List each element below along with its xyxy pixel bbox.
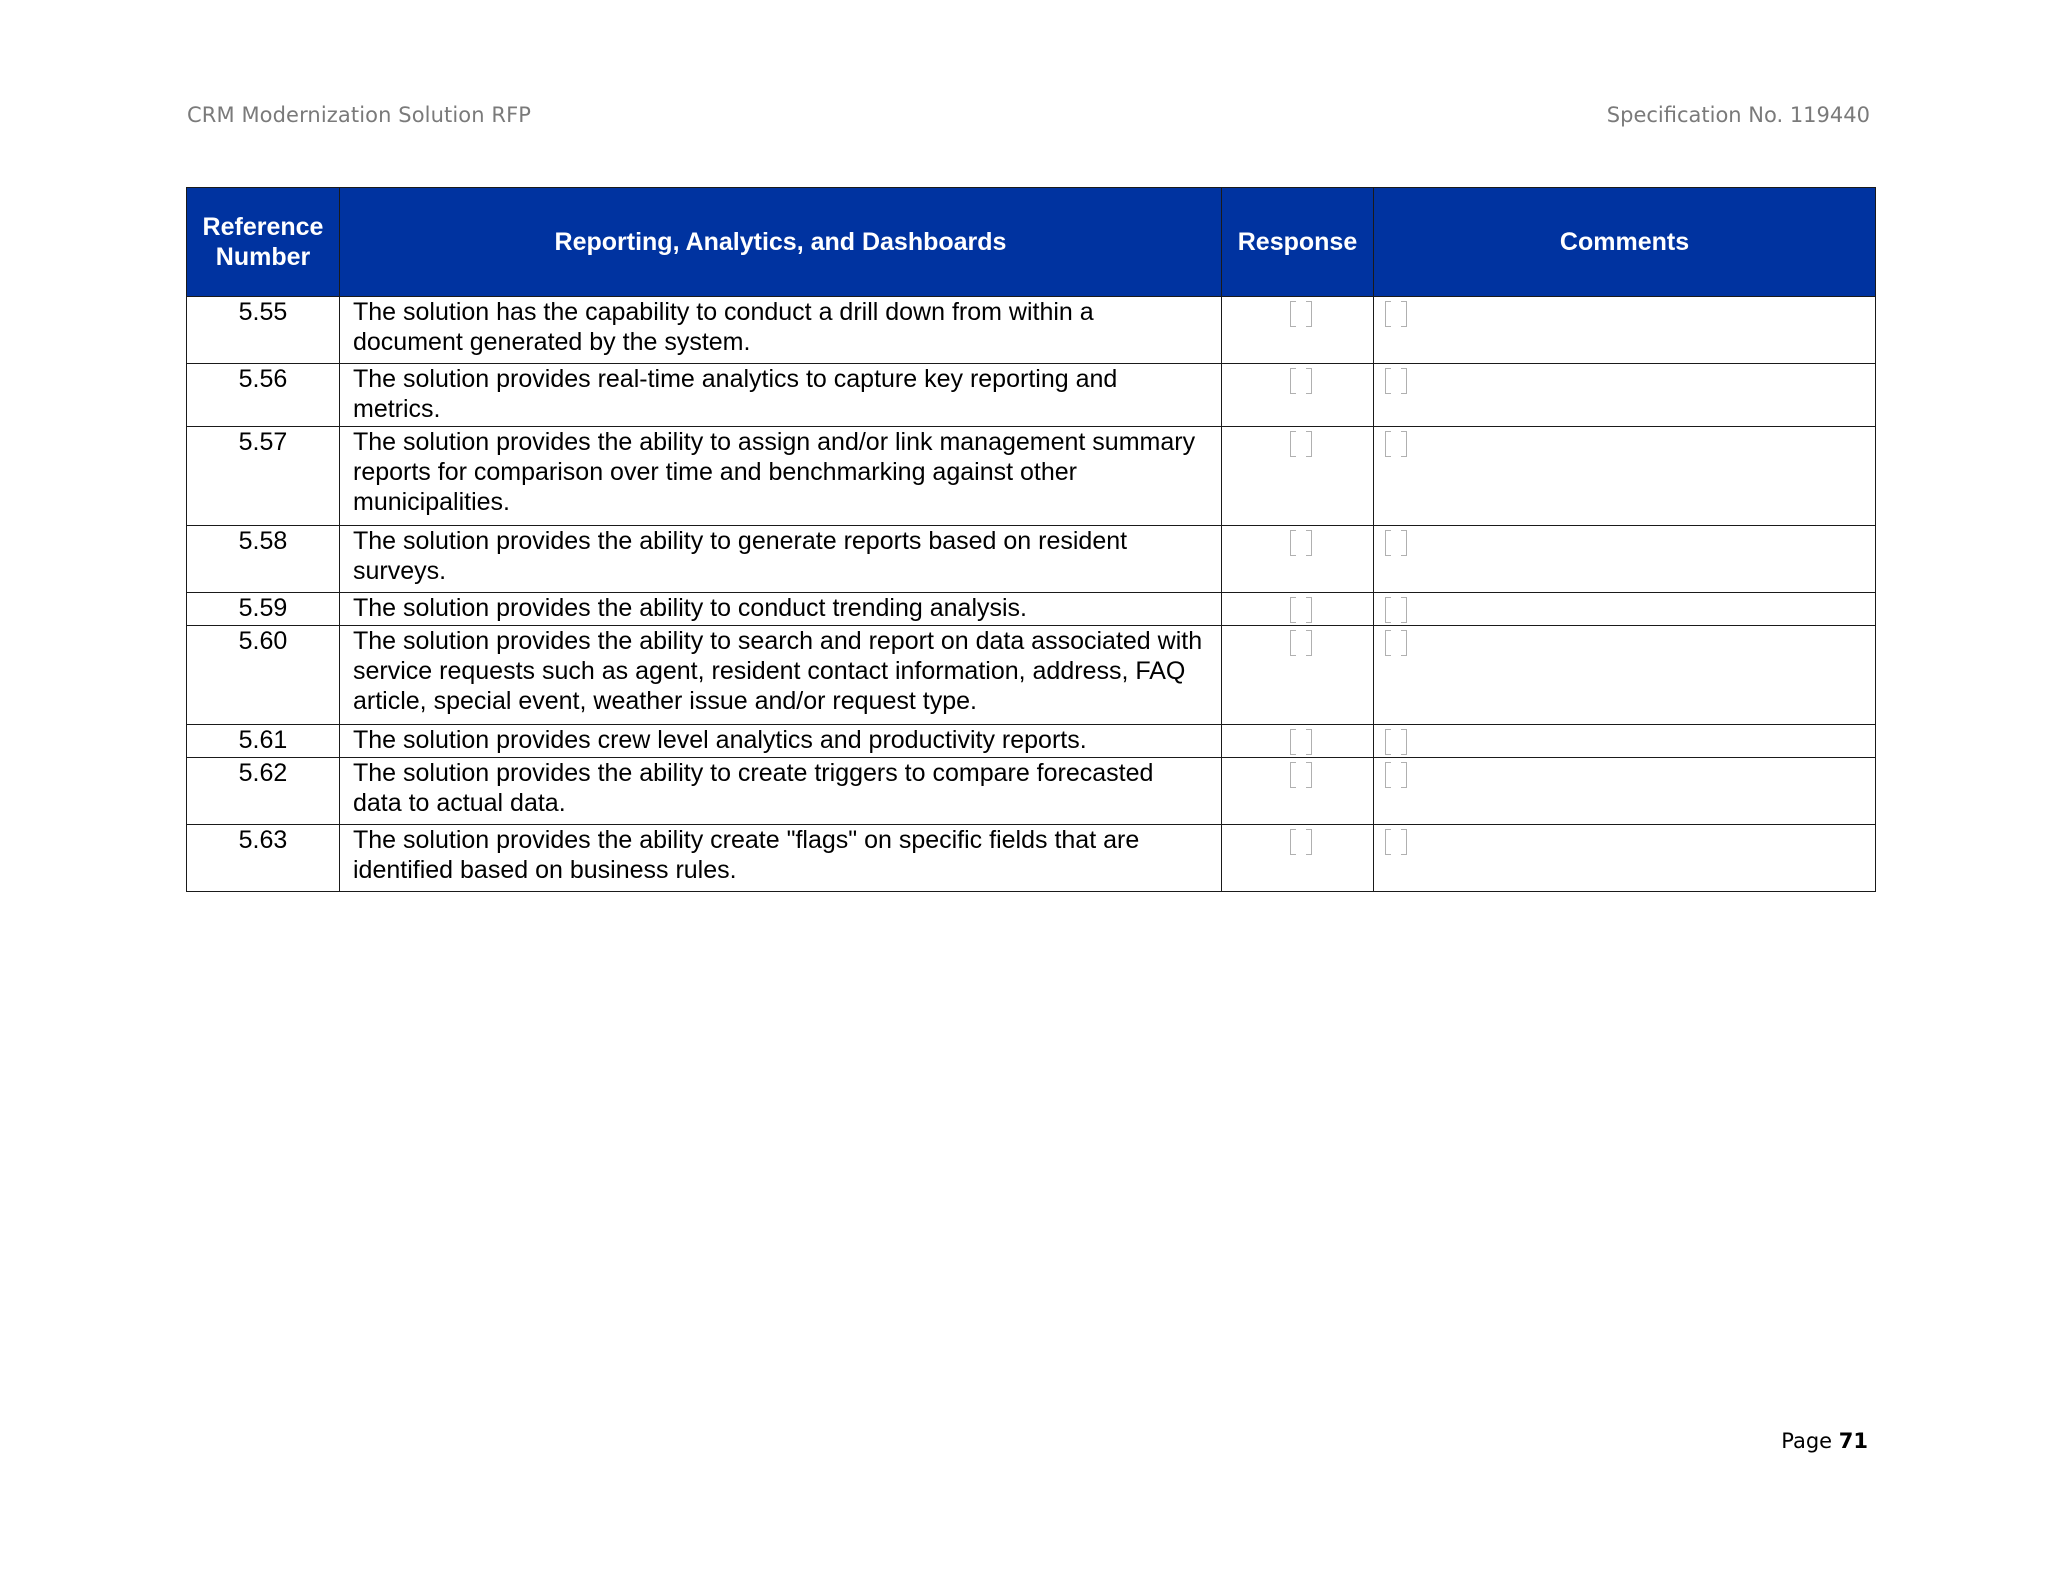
comments-cell[interactable] <box>1374 825 1876 892</box>
response-cell[interactable] <box>1222 593 1374 626</box>
column-header-comments: Comments <box>1374 188 1876 297</box>
reference-number: 5.57 <box>187 427 340 526</box>
response-checkbox[interactable] <box>1290 829 1312 855</box>
requirement-text: The solution provides real-time analytics to capture key reporting and metrics. <box>340 364 1222 427</box>
requirement-text: The solution provides the ability to assign and/or link management summary reports for comparison over time and benchmarking against other municipalities. <box>340 427 1222 526</box>
reference-number: 5.58 <box>187 526 340 593</box>
page-number-value: 71 <box>1838 1429 1868 1453</box>
reference-number: 5.62 <box>187 758 340 825</box>
comments-cell[interactable] <box>1374 427 1876 526</box>
reference-number: 5.59 <box>187 593 340 626</box>
comments-field[interactable] <box>1385 729 1407 755</box>
reference-number: 5.55 <box>187 297 340 364</box>
comments-cell[interactable] <box>1374 626 1876 725</box>
comments-field[interactable] <box>1385 431 1407 457</box>
comments-cell[interactable] <box>1374 297 1876 364</box>
response-cell[interactable] <box>1222 725 1374 758</box>
response-cell[interactable] <box>1222 825 1374 892</box>
response-checkbox[interactable] <box>1290 368 1312 394</box>
requirement-text: The solution provides the ability to create triggers to compare forecasted data to actual data. <box>340 758 1222 825</box>
reference-number: 5.56 <box>187 364 340 427</box>
table-row <box>187 593 1876 626</box>
table-row <box>187 825 1876 892</box>
table-row <box>187 427 1876 526</box>
page-label: Page <box>1781 1429 1833 1453</box>
reference-number: 5.60 <box>187 626 340 725</box>
comments-cell[interactable] <box>1374 725 1876 758</box>
response-checkbox[interactable] <box>1290 630 1312 656</box>
requirement-text: The solution provides the ability to search and report on data associated with service requests such as agent, resident contact information, address, FAQ article, special event, weather issue and/or request type. <box>340 626 1222 725</box>
response-checkbox[interactable] <box>1290 301 1312 327</box>
response-checkbox[interactable] <box>1290 729 1312 755</box>
table-row <box>187 297 1876 364</box>
column-header-section: Reporting, Analytics, and Dashboards <box>340 188 1222 297</box>
table-header-row <box>187 188 1876 297</box>
response-checkbox[interactable] <box>1290 431 1312 457</box>
response-cell[interactable] <box>1222 427 1374 526</box>
table-row <box>187 626 1876 725</box>
comments-field[interactable] <box>1385 829 1407 855</box>
response-cell[interactable] <box>1222 626 1374 725</box>
column-header-reference-number: Reference Number <box>187 188 340 297</box>
requirement-text: The solution provides the ability create "flags" on specific fields that are identified based on business rules. <box>340 825 1222 892</box>
comments-field[interactable] <box>1385 630 1407 656</box>
table-row <box>187 758 1876 825</box>
comments-field[interactable] <box>1385 530 1407 556</box>
comments-cell[interactable] <box>1374 593 1876 626</box>
specification-number: Specification No. 119440 <box>1606 103 1870 127</box>
comments-field[interactable] <box>1385 762 1407 788</box>
comments-field[interactable] <box>1385 368 1407 394</box>
comments-cell[interactable] <box>1374 364 1876 427</box>
comments-cell[interactable] <box>1374 758 1876 825</box>
table-row <box>187 526 1876 593</box>
requirement-text: The solution has the capability to conduct a drill down from within a document generated by the system. <box>340 297 1222 364</box>
response-checkbox[interactable] <box>1290 530 1312 556</box>
requirements-table <box>186 187 1876 892</box>
table-row <box>187 364 1876 427</box>
comments-cell[interactable] <box>1374 526 1876 593</box>
response-cell[interactable] <box>1222 297 1374 364</box>
reference-number: 5.61 <box>187 725 340 758</box>
response-cell[interactable] <box>1222 526 1374 593</box>
requirement-text: The solution provides crew level analytics and productivity reports. <box>340 725 1222 758</box>
table-row <box>187 725 1876 758</box>
response-cell[interactable] <box>1222 364 1374 427</box>
column-header-response: Response <box>1222 188 1374 297</box>
requirement-text: The solution provides the ability to generate reports based on resident surveys. <box>340 526 1222 593</box>
page-number <box>1781 1429 1868 1453</box>
document-title: CRM Modernization Solution RFP <box>187 103 532 127</box>
response-checkbox[interactable] <box>1290 762 1312 788</box>
requirement-text: The solution provides the ability to conduct trending analysis. <box>340 593 1222 626</box>
reference-number: 5.63 <box>187 825 340 892</box>
comments-field[interactable] <box>1385 301 1407 327</box>
response-checkbox[interactable] <box>1290 597 1312 623</box>
response-cell[interactable] <box>1222 758 1374 825</box>
comments-field[interactable] <box>1385 597 1407 623</box>
